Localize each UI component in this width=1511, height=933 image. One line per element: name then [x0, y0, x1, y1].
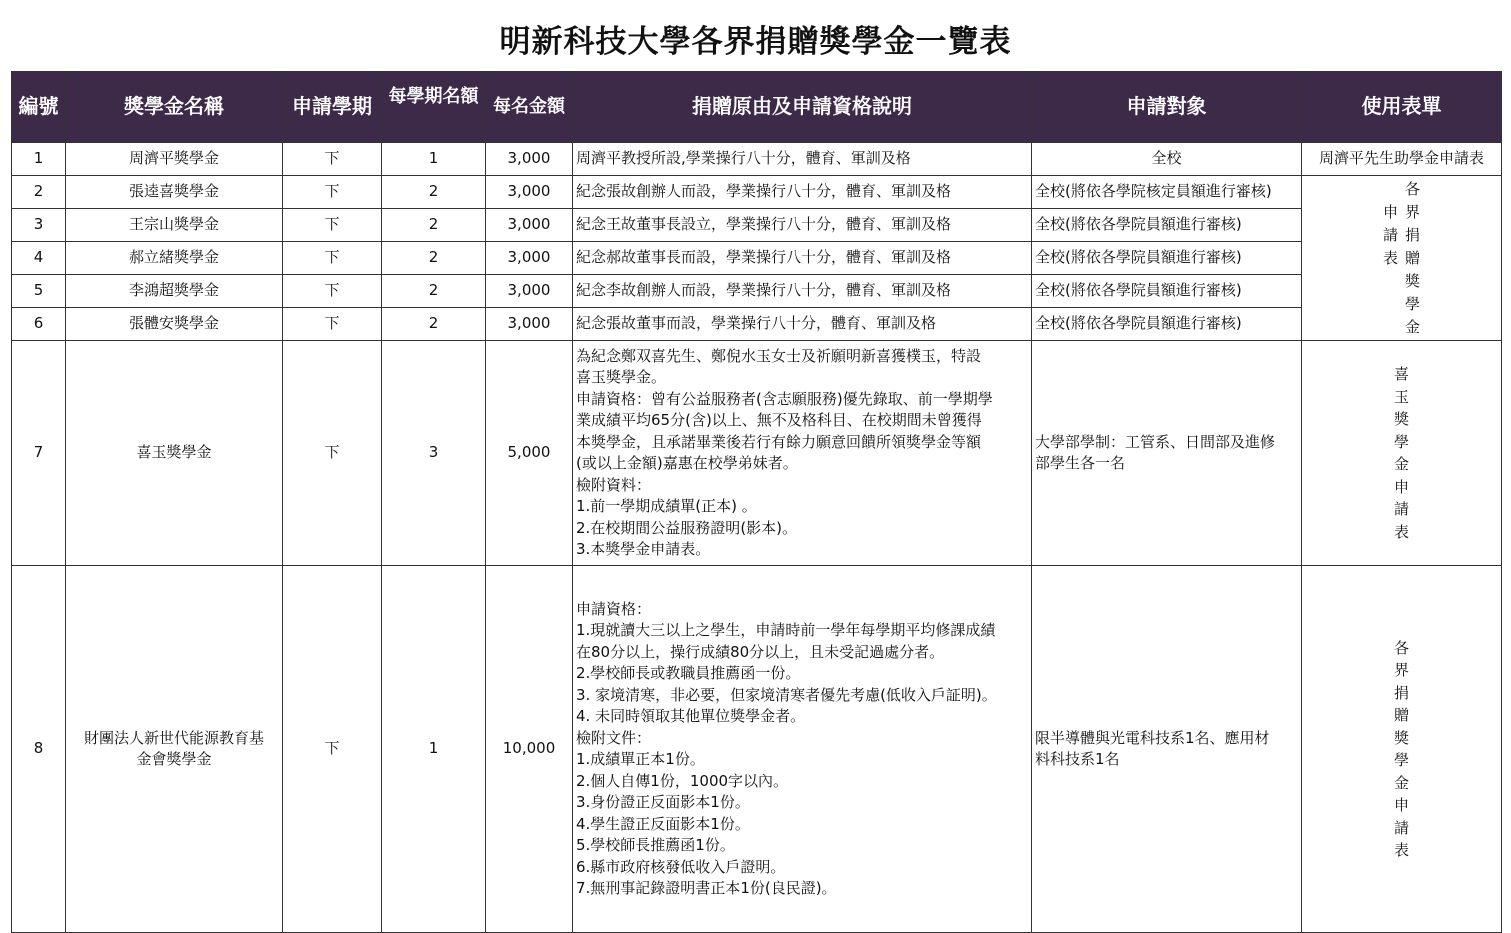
header-amount: 每名金額: [486, 72, 573, 143]
form-char: 金: [1393, 455, 1409, 473]
form-char: 獎: [1393, 410, 1409, 428]
desc-line: 7.無刑事記錄證明書正本1份(良民證)。: [576, 879, 837, 897]
form-char: 請: [1393, 818, 1409, 837]
form-char: 表: [1382, 248, 1398, 267]
cell-name: 郝立緒獎學金: [66, 242, 283, 275]
cell-amount: 3,000: [486, 143, 573, 176]
cell-no: 5: [12, 275, 66, 308]
cell-name: [66, 566, 283, 933]
desc-line: 申請資格：: [576, 599, 652, 618]
table-row: [12, 566, 1502, 933]
target-line: 大學部學制：工管系、日間部及進修: [1035, 432, 1276, 451]
cell-no: 1: [12, 143, 66, 176]
desc-line: 1.現就讀大三以上之學生，申請時前一學年每學期平均修課成績: [576, 621, 996, 639]
cell-target: 全校(將依各學院核定員額進行審核): [1032, 176, 1302, 209]
cell-name: 張逵喜獎學金: [66, 176, 283, 209]
cell-no: 2: [12, 176, 66, 209]
form-char: 學: [1393, 751, 1409, 769]
cell-form: [1302, 341, 1502, 566]
cell-amount: 3,000: [486, 176, 573, 209]
cell-semester: 下: [283, 566, 382, 933]
header-target: 申請對象: [1032, 72, 1302, 143]
desc-line: 2.個人自傳1份，1000字以內。: [576, 771, 789, 790]
desc-line: 3.身份證正反面影本1份。: [576, 793, 750, 811]
cell-desc: 紀念郝故董事長而設，學業操行八十分，體育、軍訓及格: [573, 242, 1032, 275]
cell-amount: 5,000: [486, 341, 573, 566]
form-char: 捐: [1393, 683, 1409, 702]
cell-target: 全校: [1032, 143, 1302, 176]
cell-desc: 紀念李故創辦人而設，學業操行八十分，體育、軍訓及格: [573, 275, 1032, 308]
name-line: 財團法人新世代能源教育基: [83, 728, 264, 747]
table-row: [12, 308, 1502, 341]
header-semester: 申請學期: [283, 72, 382, 143]
desc-line: 檢附文件：: [576, 728, 652, 747]
form-char: 各: [1404, 179, 1420, 198]
target-line: 限半導體與光電科技系1名、應用材: [1035, 728, 1270, 747]
desc-line: 1.前一學期成績單(正本) 。: [576, 497, 757, 515]
cell-amount: 10,000: [486, 566, 573, 933]
cell-form: [1302, 566, 1502, 933]
cell-name: 張體安獎學金: [66, 308, 283, 341]
name-line: 金會獎學金: [136, 750, 212, 768]
cell-quota: 1: [382, 566, 486, 933]
form-char: 獎: [1404, 271, 1420, 290]
desc-line: 1.成績單正本1份。: [576, 750, 705, 768]
cell-name: 王宗山獎學金: [66, 209, 283, 242]
desc-line: 2.在校期間公益服務證明(影本)。: [576, 518, 798, 537]
form-char: 獎: [1393, 728, 1409, 747]
desc-line: 4. 未同時領取其他單位獎學金者。: [576, 707, 806, 725]
form-char: 捐: [1404, 225, 1420, 244]
form-char: 各: [1393, 638, 1409, 657]
cell-no: 7: [12, 341, 66, 566]
cell-semester: 下: [283, 275, 382, 308]
desc-line: 2.學校師長或教職員推薦函一份。: [576, 664, 801, 682]
cell-amount: 3,000: [486, 308, 573, 341]
header-no: 編號: [12, 72, 66, 143]
cell-desc: 紀念王故董事長設立，學業操行八十分，體育、軍訓及格: [573, 209, 1032, 242]
cell-target: 全校(將依各學院員額進行審核): [1032, 242, 1302, 275]
form-char: 請: [1393, 500, 1409, 518]
desc-line: 6.縣市政府核發低收入戶證明。: [576, 857, 786, 876]
desc-line: 4.學生證正反面影本1份。: [576, 814, 750, 833]
form-char: 申: [1393, 477, 1409, 496]
cell-no: 8: [12, 566, 66, 933]
table-row: [12, 275, 1502, 308]
header-quota: 每學期名額: [382, 72, 486, 143]
target-line: 料科技系1名: [1035, 750, 1120, 768]
form-char: 表: [1393, 841, 1409, 859]
cell-target: [1032, 341, 1302, 566]
cell-name: 喜玉獎學金: [66, 341, 283, 566]
table-row: [12, 242, 1502, 275]
form-char: 金: [1404, 317, 1420, 336]
header-desc: 捐贈原由及申請資格說明: [573, 72, 1032, 143]
cell-quota: 2: [382, 209, 486, 242]
cell-amount: 3,000: [486, 242, 573, 275]
cell-amount: 3,000: [486, 209, 573, 242]
desc-line: 申請資格：曾有公益服務者(含志願服務)優先錄取、前一學期學: [576, 389, 993, 408]
cell-semester: 下: [283, 308, 382, 341]
cell-desc: 紀念張故董事而設，學業操行八十分，體育、軍訓及格: [573, 308, 1032, 341]
header-name: 獎學金名稱: [66, 72, 283, 143]
desc-line: 業成績平均65分(含)以上、無不及格科目、在校期間未曾獲得: [576, 411, 982, 429]
cell-no: 6: [12, 308, 66, 341]
cell-quota: 2: [382, 242, 486, 275]
desc-line: 5.學校師長推薦函1份。: [576, 836, 735, 854]
desc-line: 喜玉獎學金。: [576, 368, 667, 386]
form-char: 贈: [1404, 248, 1420, 267]
desc-line: 檢附資料：: [576, 475, 652, 494]
form-char: 喜: [1393, 365, 1409, 383]
cell-target: 全校(將依各學院員額進行審核): [1032, 209, 1302, 242]
form-char: 申: [1382, 202, 1398, 221]
cell-target: 全校(將依各學院員額進行審核): [1032, 308, 1302, 341]
form-char: 贈: [1393, 706, 1409, 724]
form-char: 學: [1404, 294, 1420, 313]
form-char: 玉: [1393, 387, 1409, 406]
cell-desc: 紀念張故創辦人而設，學業操行八十分，體育、軍訓及格: [573, 176, 1032, 209]
table-row: [12, 209, 1502, 242]
cell-quota: 1: [382, 143, 486, 176]
cell-name: 李鴻超獎學金: [66, 275, 283, 308]
cell-quota: 3: [382, 341, 486, 566]
cell-desc: [573, 341, 1032, 566]
table-row: [12, 176, 1502, 209]
form-char: 界: [1393, 661, 1409, 679]
scholarship-table: [11, 71, 1502, 933]
header-row: [12, 72, 1502, 143]
desc-line: 3. 家境清寒，非必要，但家境清寒者優先考慮(低收入戶証明)。: [576, 685, 997, 704]
target-line: 部學生各一名: [1035, 454, 1126, 472]
form-char: 表: [1393, 522, 1409, 541]
cell-form: 周濟平先生助學金申請表: [1302, 143, 1502, 176]
cell-desc: 周濟平教授所設,學業操行八十分，體育、軍訓及格: [573, 143, 1032, 176]
header-form: 使用表單: [1302, 72, 1502, 143]
cell-semester: 下: [283, 242, 382, 275]
cell-quota: 2: [382, 176, 486, 209]
form-char: 申: [1393, 796, 1409, 814]
table-row: [12, 341, 1502, 566]
cell-target: 全校(將依各學院員額進行審核): [1032, 275, 1302, 308]
cell-semester: 下: [283, 341, 382, 566]
cell-quota: 2: [382, 275, 486, 308]
desc-line: 在80分以上，操行成績80分以上，且未受記過處分者。: [576, 642, 945, 661]
cell-desc: [573, 566, 1032, 933]
cell-target: [1032, 566, 1302, 933]
cell-no: 3: [12, 209, 66, 242]
form-char: 請: [1382, 225, 1398, 244]
desc-line: (或以上金額)嘉惠在校學弟妹者。: [576, 454, 798, 472]
desc-line: 為紀念鄭双喜先生、鄭倪水玉女士及祈願明新喜獲樸玉，特設: [576, 346, 982, 365]
page-title: 明新科技大學各界捐贈獎學金一覽表: [499, 24, 1012, 60]
form-char: 金: [1393, 773, 1409, 792]
cell-amount: 3,000: [486, 275, 573, 308]
cell-semester: 下: [283, 143, 382, 176]
desc-line: 本獎學金，且承諾畢業後若行有餘力願意回饋所領獎學金等額: [576, 432, 982, 451]
desc-line: 3.本獎學金申請表。: [576, 540, 711, 558]
cell-semester: 下: [283, 176, 382, 209]
cell-semester: 下: [283, 209, 382, 242]
cell-no: 4: [12, 242, 66, 275]
cell-quota: 2: [382, 308, 486, 341]
cell-form-merged: [1302, 176, 1502, 341]
table-row: [12, 143, 1502, 176]
cell-name: 周濟平獎學金: [66, 143, 283, 176]
form-char: 學: [1393, 432, 1409, 451]
form-char: 界: [1404, 202, 1420, 221]
